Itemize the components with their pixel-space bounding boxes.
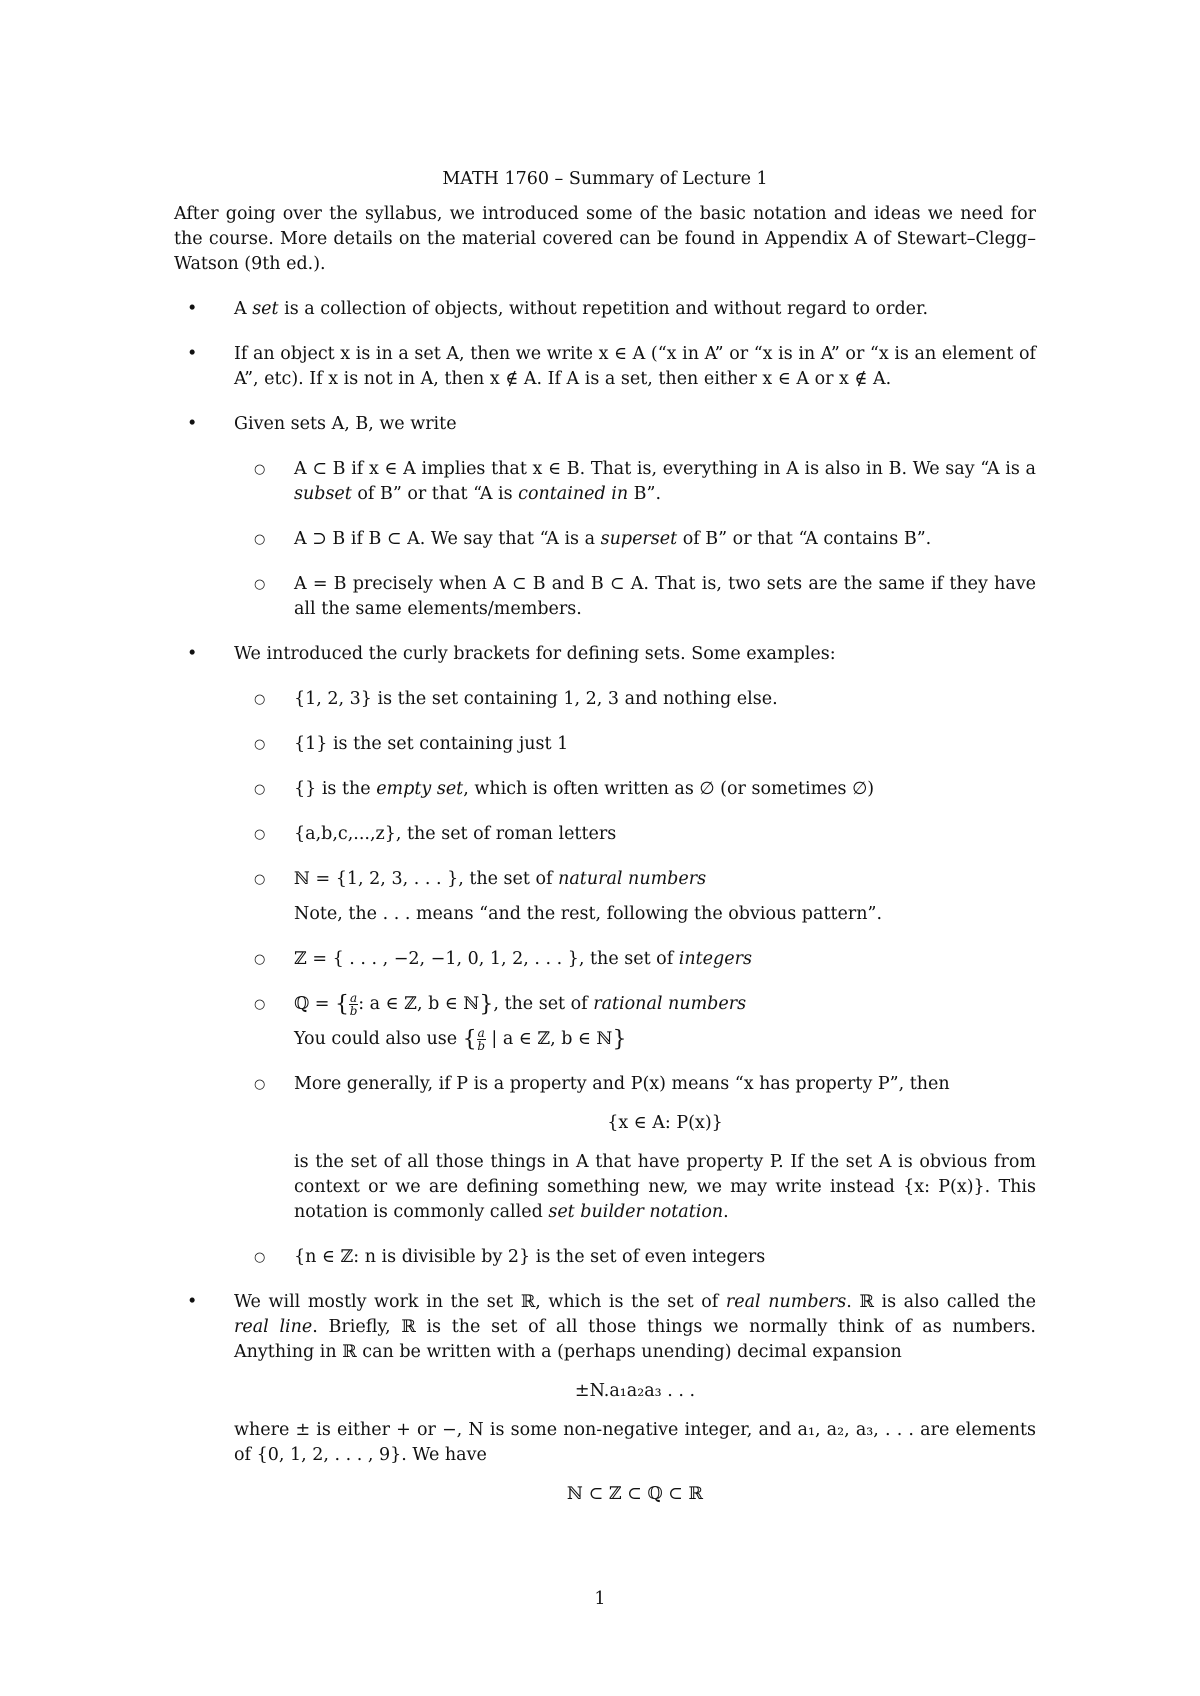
sublist-item — [234, 572, 1036, 622]
circle-bullet-icon: ○ — [254, 462, 266, 477]
sublist-item: ○ More generally, if P is a property and P(x) means “x has property P”, then {x ∈ A: P(x)} is the set of all those things in A that have property P. If the set A is obvious from context or we are defining something new, we may write instead {x: P(x)}. This notation is commonly called set builder notation. — [254, 1074, 1036, 1222]
circle-bullet-icon: ○ — [254, 1250, 266, 1265]
term-natural-numbers: natural numbers — [558, 869, 707, 889]
bullet-icon: • — [187, 344, 198, 364]
circle-bullet-icon: ○ — [254, 692, 266, 707]
set-builder-display: {x ∈ A: P(x)} — [607, 1113, 723, 1133]
circle-bullet-icon: ○ — [254, 532, 266, 547]
main-list — [174, 297, 1036, 1507]
term-empty-set: empty set — [376, 779, 464, 799]
curly-brackets-text: We introduced the curly brackets for defining sets. Some examples: — [234, 644, 836, 664]
sublist-item: ○ {1} is the set containing just 1 — [234, 732, 1036, 757]
given-sets-text: Given sets A, B, we write — [234, 414, 457, 434]
equality-text: A = B precisely when A ⊂ B and B ⊂ A. That is, two sets are the same if they have all the same elements/members. — [294, 574, 1036, 619]
term-real-line: real line — [234, 1317, 313, 1337]
circle-bullet-icon: ○ — [254, 577, 266, 592]
term-real-numbers: real numbers — [725, 1292, 847, 1312]
list-item — [174, 342, 1036, 392]
list-item — [174, 642, 1036, 1270]
bullet-icon: • — [187, 644, 198, 664]
sublist-item: ○ ℚ = { $\frac{a}{b}$ : a ∈ ℤ, b ∈ ℕ}, the set of rational numbers You could also use { $\frac{a}{b}$ | a ∈ ℤ, b ∈ ℕ} — [254, 991, 747, 1053]
sublist-item: ○ A ⊂ B if x ∈ A implies that x ∈ B. That is, everything in A is also in B. We say “A is a subset of B” or that “A is contained in B”. — [254, 459, 1036, 504]
term-superset: superset — [600, 529, 678, 549]
decimal-expansion-display: ±N.a₁a₂a₃ . . . — [574, 1381, 696, 1401]
sublist — [234, 457, 1036, 622]
sublist-item: ○ ℤ = { . . . , −2, −1, 0, 1, 2, . . . }, the set of integers — [234, 947, 1036, 972]
circle-bullet-icon: ○ — [254, 782, 266, 797]
ellipsis-note: Note, the . . . means “and the rest, following the obvious pattern”. — [294, 904, 883, 924]
decimal-post-text: where ± is either + or −, N is some non-negative integer, and a₁, a₂, a₃, . . . are elements of {0, 1, 2, . . . , 9}. We have — [234, 1420, 1036, 1465]
fraction-a-over-b: $\frac{a}{b}$ — [477, 1026, 486, 1053]
membership-text: If an object x is in a set A, then we write x ∈ A (“x in A” or “x is in A” or “x is an element of A”, etc). If x is not in A, then x ∉ A. If A is a set, then either x ∈ A or x ∉ A. — [234, 344, 1036, 389]
sublist-item: ○ {n ∈ ℤ: n is divisible by 2} is the set of even integers — [234, 1245, 1036, 1270]
circle-bullet-icon: ○ — [254, 827, 266, 842]
circle-bullet-icon: ○ — [254, 952, 266, 967]
term-integers: integers — [678, 949, 752, 969]
fraction-a-over-b: $\frac{a}{b}$ — [349, 991, 358, 1018]
term-rational-numbers: rational numbers — [593, 994, 747, 1014]
page-number: 1 — [594, 1589, 606, 1609]
circle-bullet-icon: ○ — [254, 872, 266, 887]
bullet-icon: • — [187, 414, 198, 434]
bullet-icon: • — [187, 299, 198, 319]
intro-paragraph: After going over the syllabus, we introduced some of the basic notation and ideas we need for the course. More details on the material covered can be found in Appendix A of Stewart–Clegg–Watson (9th ed.). — [174, 204, 1036, 274]
bullet-icon: • — [187, 1292, 198, 1312]
general-text: More generally, if P is a property and P(x) means “x has property P”, then — [294, 1074, 950, 1094]
list-item — [174, 412, 1036, 622]
circle-bullet-icon: ○ — [254, 737, 266, 752]
circle-bullet-icon: ○ — [254, 997, 266, 1012]
sublist-item: ○ A ⊃ B if B ⊂ A. We say that “A is a superset of B” or that “A contains B”. — [234, 527, 1036, 552]
sublist — [234, 687, 1036, 1270]
list-item: • We will mostly work in the set ℝ, which is the set of real numbers. ℝ is also called the real line. Briefly, ℝ is the set of all those things we normally think of as numbers. Anything in ℝ can be written with a (perhaps unending) decimal expansion ±N.a₁a₂a₃ . . . where ± is either + or −, N is some non-negative integer, and a₁, a₂, a₃, . . . are elements of {0, 1, 2, . . . , 9}. We have ℕ ⊂ ℤ ⊂ ℚ ⊂ ℝ — [174, 1290, 1036, 1507]
set-chain-display: ℕ ⊂ ℤ ⊂ ℚ ⊂ ℝ — [567, 1484, 703, 1504]
sublist-item: ○ {} is the empty set, which is often written as ∅ (or sometimes ∅) — [234, 777, 1036, 802]
term-set-builder-notation: set builder notation — [548, 1202, 724, 1222]
term-set: set — [252, 299, 279, 319]
sublist-item: ○ {a,b,c,...,z}, the set of roman letters — [234, 822, 1036, 847]
document-page — [174, 167, 1036, 1527]
circle-bullet-icon: ○ — [254, 1077, 266, 1092]
term-contained-in: contained in — [518, 484, 629, 504]
term-subset: subset — [294, 484, 352, 504]
sublist-item: ○ {1, 2, 3} is the set containing 1, 2, 3 and nothing else. — [234, 687, 1036, 712]
page-title: MATH 1760 – Summary of Lecture 1 — [442, 169, 768, 189]
sublist-item: ○ ℕ = {1, 2, 3, . . . }, the set of natural numbers Note, the . . . means “and the rest, following the obvious pattern”. — [234, 867, 1036, 927]
list-item: • A set is a collection of objects, without repetition and without regard to order. — [174, 297, 1036, 322]
